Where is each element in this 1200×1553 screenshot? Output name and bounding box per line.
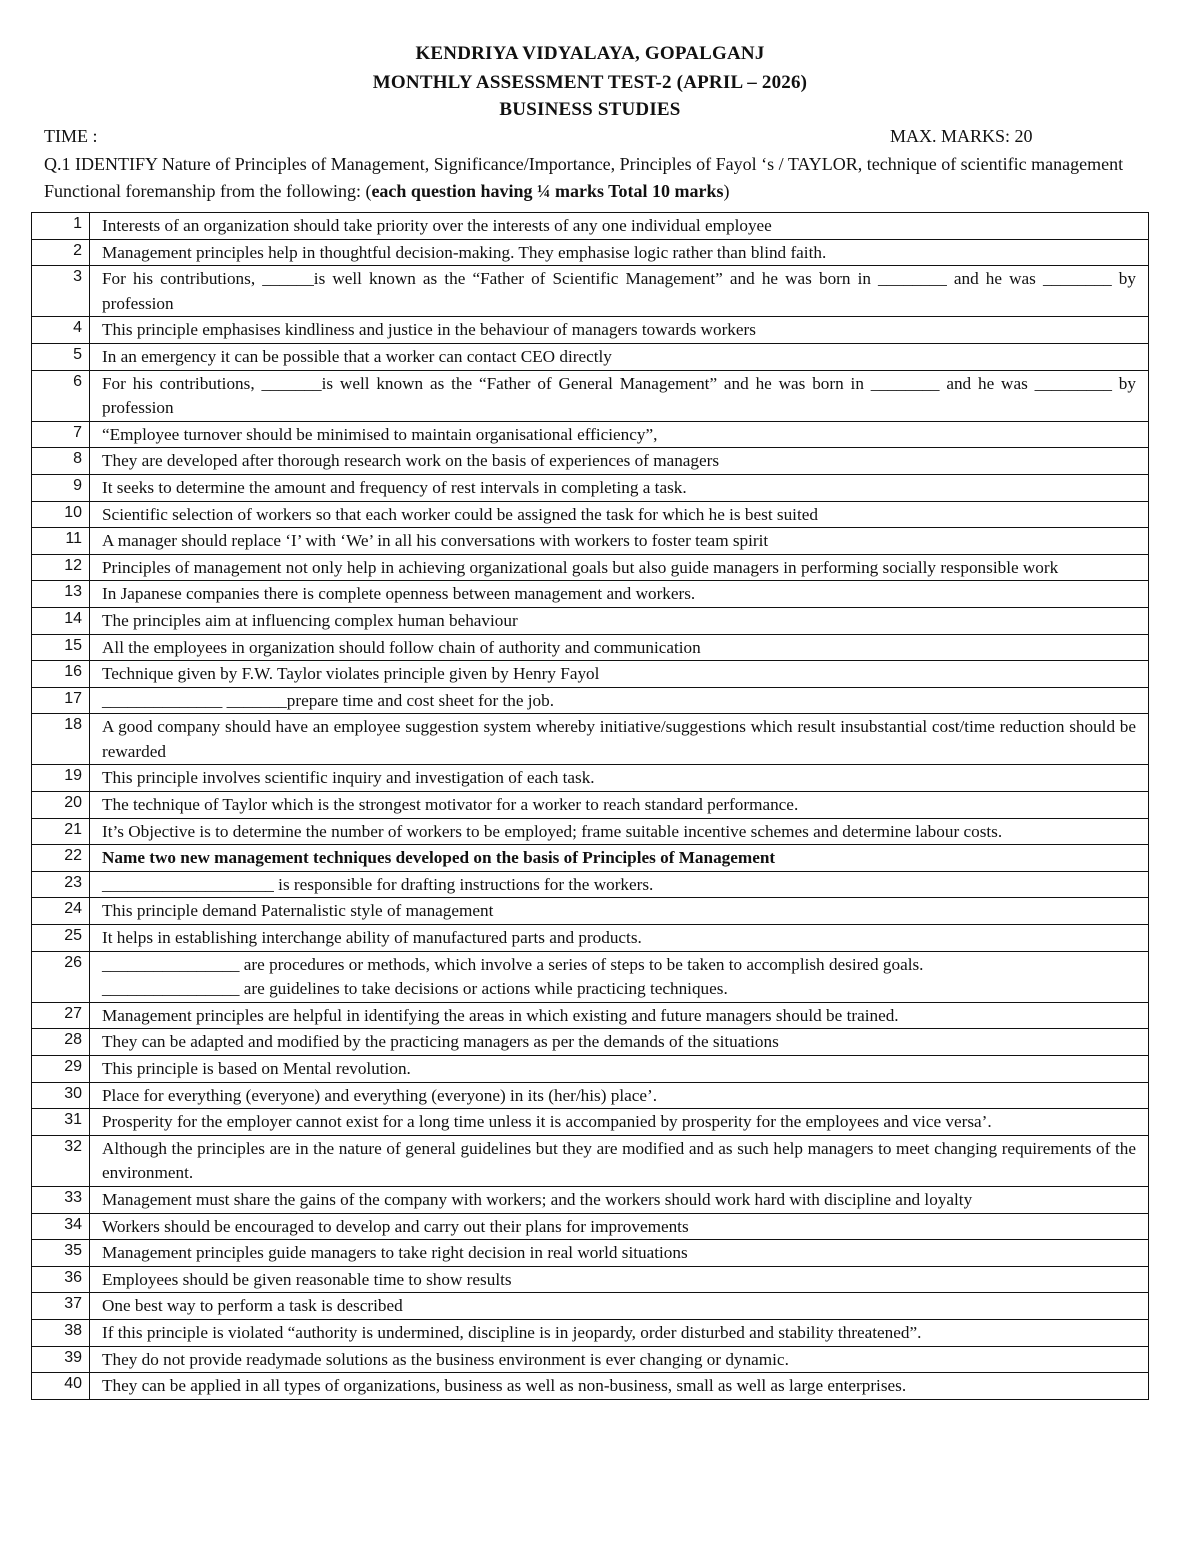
question-line: ________________ are guidelines to take decisions or actions while practicing techniques. xyxy=(102,979,728,999)
question-text: This principle involves scientific inquiry and investigation of each task. xyxy=(90,765,1149,792)
question-text: A good company should have an employee suggestion system whereby initiative/suggestions which result insubstantial cost/time reduction should be rewarded xyxy=(90,714,1149,765)
question-number: 38 xyxy=(32,1319,90,1346)
time-label: TIME : xyxy=(44,126,98,146)
question-intro: Q.1 IDENTIFY Nature of Principles of Management, Significance/Importance, Principles of Fayol ‘s / TAYLOR, technique of scientific management Functional foremanship from the following: ( xyxy=(44,154,1124,201)
question-row xyxy=(32,845,1149,872)
question-number: 32 xyxy=(32,1135,90,1186)
question-text: For his contributions, _______is well known as the “Father of General Management” and he was born in ________ and he was _________ by profession xyxy=(90,370,1149,421)
question-row xyxy=(32,714,1149,765)
question-row xyxy=(32,765,1149,792)
question-text: ______________ _______prepare time and cost sheet for the job. xyxy=(90,687,1149,714)
question-number: 2 xyxy=(32,239,90,266)
question-row xyxy=(32,343,1149,370)
question-text: All the employees in organization should follow chain of authority and communication xyxy=(90,634,1149,661)
question-row xyxy=(32,1373,1149,1400)
question-text: It seeks to determine the amount and frequency of rest intervals in completing a task. xyxy=(90,474,1149,501)
question-row xyxy=(32,1213,1149,1240)
question-row xyxy=(32,1186,1149,1213)
question-row xyxy=(32,266,1149,317)
question-row xyxy=(32,818,1149,845)
question-number: 37 xyxy=(32,1293,90,1320)
question-text: For his contributions, ______is well known as the “Father of Scientific Management” and he was born in ________ and he was ________ by profession xyxy=(90,266,1149,317)
question-text: “Employee turnover should be minimised to maintain organisational efficiency”, xyxy=(90,421,1149,448)
question-table xyxy=(31,212,1149,1400)
question-text: This principle is based on Mental revolution. xyxy=(90,1056,1149,1083)
question-text: One best way to perform a task is described xyxy=(90,1293,1149,1320)
question-number: 23 xyxy=(32,871,90,898)
question-number: 18 xyxy=(32,714,90,765)
question-number: 1 xyxy=(32,213,90,240)
question-row xyxy=(32,607,1149,634)
question-text: Scientific selection of workers so that each worker could be assigned the task for which he is best suited xyxy=(90,501,1149,528)
question-number: 19 xyxy=(32,765,90,792)
question-number: 21 xyxy=(32,818,90,845)
question-number: 22 xyxy=(32,845,90,872)
question-text: The technique of Taylor which is the strongest motivator for a worker to reach standard performance. xyxy=(90,792,1149,819)
question-text xyxy=(90,951,1149,1002)
marks-note: each question having ¼ marks Total 10 marks xyxy=(371,181,724,201)
question-number: 40 xyxy=(32,1373,90,1400)
question-row xyxy=(32,1082,1149,1109)
max-marks: MAX. MARKS: 20 xyxy=(890,126,1033,146)
question-row xyxy=(32,951,1149,1002)
question-close: ) xyxy=(723,181,730,201)
question-text: Management principles are helpful in identifying the areas in which existing and future managers should be trained. xyxy=(90,1002,1149,1029)
question-text: It helps in establishing interchange ability of manufactured parts and products. xyxy=(90,925,1149,952)
question-row xyxy=(32,501,1149,528)
question-table-body xyxy=(32,213,1149,1400)
question-number: 10 xyxy=(32,501,90,528)
test-title: MONTHLY ASSESSMENT TEST-2 (APRIL – 2026) xyxy=(372,72,808,93)
question-number: 26 xyxy=(32,951,90,1002)
question-number: 20 xyxy=(32,792,90,819)
question-row xyxy=(32,239,1149,266)
question-text: Management principles guide managers to take right decision in real world situations xyxy=(90,1240,1149,1267)
question-text: Employees should be given reasonable time to show results xyxy=(90,1266,1149,1293)
question-text: Name two new management techniques developed on the basis of Principles of Management xyxy=(90,845,1149,872)
question-number: 35 xyxy=(32,1240,90,1267)
question-row xyxy=(32,925,1149,952)
question-row xyxy=(32,871,1149,898)
question-number: 34 xyxy=(32,1213,90,1240)
question-number: 25 xyxy=(32,925,90,952)
question-text: They can be applied in all types of organizations, business as well as non-business, small as well as large enterprises. xyxy=(90,1373,1149,1400)
subject-title: BUSINESS STUDIES xyxy=(499,99,681,120)
question-text: Management must share the gains of the company with workers; and the workers should work hard with discipline and loyalty xyxy=(90,1186,1149,1213)
question-number: 31 xyxy=(32,1109,90,1136)
question-text: In an emergency it can be possible that a worker can contact CEO directly xyxy=(90,343,1149,370)
question-number: 30 xyxy=(32,1082,90,1109)
question-row xyxy=(32,1109,1149,1136)
question-number: 5 xyxy=(32,343,90,370)
question-row xyxy=(32,792,1149,819)
question-number: 14 xyxy=(32,607,90,634)
question-text: They do not provide readymade solutions as the business environment is ever changing or dynamic. xyxy=(90,1346,1149,1373)
question-text: Interests of an organization should take priority over the interests of any one individual employee xyxy=(90,213,1149,240)
question-text: The principles aim at influencing complex human behaviour xyxy=(90,607,1149,634)
question-text: Place for everything (everyone) and everything (everyone) in its (her/his) place’. xyxy=(90,1082,1149,1109)
question-row xyxy=(32,661,1149,688)
question-row xyxy=(32,1293,1149,1320)
question-number: 16 xyxy=(32,661,90,688)
question-text: This principle emphasises kindliness and justice in the behaviour of managers towards workers xyxy=(90,317,1149,344)
question-text: If this principle is violated “authority is undermined, discipline is in jeopardy, order disturbed and stability threatened”. xyxy=(90,1319,1149,1346)
question-text: This principle demand Paternalistic style of management xyxy=(90,898,1149,925)
question-number: 33 xyxy=(32,1186,90,1213)
question-row xyxy=(32,213,1149,240)
question-number: 29 xyxy=(32,1056,90,1083)
question-text: It’s Objective is to determine the number of workers to be employed; frame suitable incentive schemes and determine labour costs. xyxy=(90,818,1149,845)
question-number: 15 xyxy=(32,634,90,661)
question-number: 8 xyxy=(32,448,90,475)
question-row xyxy=(32,474,1149,501)
question-number: 7 xyxy=(32,421,90,448)
question-number: 24 xyxy=(32,898,90,925)
question-text: Principles of management not only help in achieving organizational goals but also guide managers in performing socially responsible work xyxy=(90,554,1149,581)
question-row xyxy=(32,421,1149,448)
question-text: A manager should replace ‘I’ with ‘We’ in all his conversations with workers to foster team spirit xyxy=(90,528,1149,555)
question-row xyxy=(32,1346,1149,1373)
question-text: ____________________ is responsible for drafting instructions for the workers. xyxy=(90,871,1149,898)
question-instruction xyxy=(44,151,1138,205)
question-row xyxy=(32,448,1149,475)
question-row xyxy=(32,898,1149,925)
question-number: 6 xyxy=(32,370,90,421)
question-row xyxy=(32,1029,1149,1056)
question-row xyxy=(32,1135,1149,1186)
question-row xyxy=(32,1266,1149,1293)
question-number: 11 xyxy=(32,528,90,555)
question-text: Prosperity for the employer cannot exist for a long time unless it is accompanied by prosperity for the employees and vice versa’. xyxy=(90,1109,1149,1136)
question-text: Workers should be encouraged to develop and carry out their plans for improvements xyxy=(90,1213,1149,1240)
question-text: They are developed after thorough research work on the basis of experiences of managers xyxy=(90,448,1149,475)
question-row xyxy=(32,581,1149,608)
question-number: 17 xyxy=(32,687,90,714)
question-line: ________________ are procedures or methods, which involve a series of steps to be taken to accomplish desired goals. xyxy=(102,954,924,974)
question-number: 4 xyxy=(32,317,90,344)
question-row xyxy=(32,370,1149,421)
school-name: KENDRIYA VIDYALAYA, GOPALGANJ xyxy=(415,43,765,64)
question-row xyxy=(32,1056,1149,1083)
question-number: 36 xyxy=(32,1266,90,1293)
question-row xyxy=(32,528,1149,555)
question-row xyxy=(32,634,1149,661)
question-text: Technique given by F.W. Taylor violates principle given by Henry Fayol xyxy=(90,661,1149,688)
question-row xyxy=(32,1319,1149,1346)
question-number: 28 xyxy=(32,1029,90,1056)
question-number: 27 xyxy=(32,1002,90,1029)
question-text: Management principles help in thoughtful decision-making. They emphasise logic rather than blind faith. xyxy=(90,239,1149,266)
question-text: In Japanese companies there is complete openness between management and workers. xyxy=(90,581,1149,608)
question-number: 12 xyxy=(32,554,90,581)
question-row xyxy=(32,1002,1149,1029)
question-row xyxy=(32,687,1149,714)
question-text: Although the principles are in the nature of general guidelines but they are modified and as such help managers to meet changing requirements of the environment. xyxy=(90,1135,1149,1186)
question-row xyxy=(32,317,1149,344)
question-number: 3 xyxy=(32,266,90,317)
question-row xyxy=(32,554,1149,581)
question-row xyxy=(32,1240,1149,1267)
question-number: 9 xyxy=(32,474,90,501)
question-text: They can be adapted and modified by the practicing managers as per the demands of the situations xyxy=(90,1029,1149,1056)
question-number: 39 xyxy=(32,1346,90,1373)
question-number: 13 xyxy=(32,581,90,608)
